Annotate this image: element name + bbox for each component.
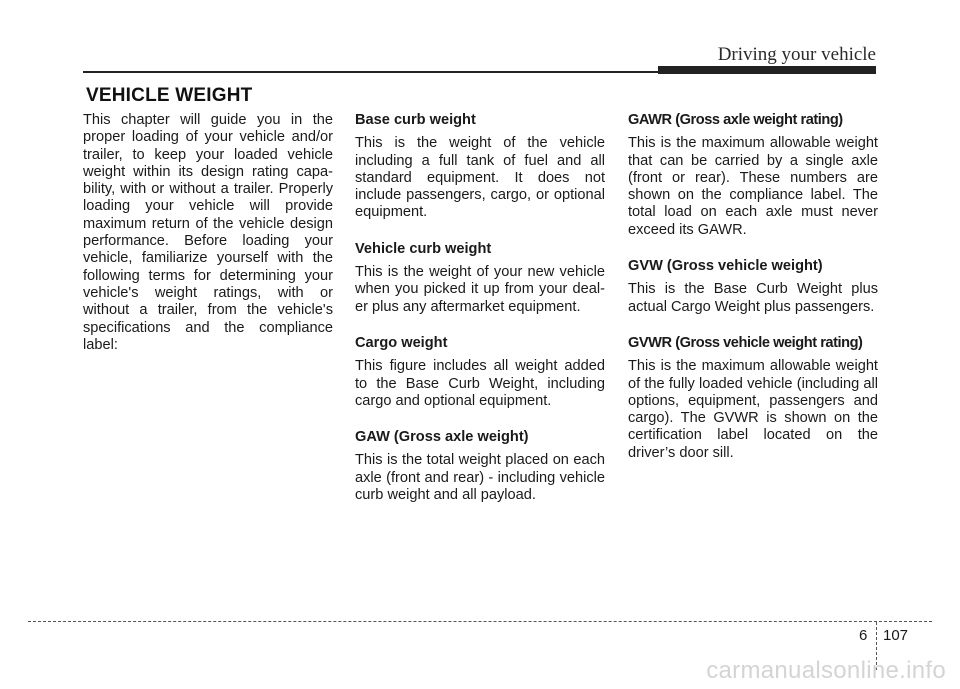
page-number: 107 <box>883 627 909 644</box>
chapter-number: 6 <box>859 627 868 644</box>
term-heading: Cargo weight <box>355 334 448 351</box>
watermark: carmanualsonline.info <box>706 657 946 684</box>
column-1 <box>83 112 333 354</box>
term-heading: GVW (Gross vehicle weight) <box>628 258 823 275</box>
term-text: This is the weight of your new vehicle when you picked it up from your dealer plus any aftermarket equipment. <box>355 264 605 315</box>
section-title: VEHICLE WEIGHT <box>86 85 253 106</box>
intro-paragraph: This chapter will guide you in the proper loading of your vehicle and/or trailer, to keep your loaded vehicle weight within its design rating capability, with or without a trailer. Properly loading your vehicle will provide maximum return of the vehicle design performance. Before loading your vehicle, familiarize yourself with the following terms for determining your vehicle's weight ratings, with or without a trailer, from the vehicle's specifications and the compliance label: <box>83 112 333 353</box>
column-2 <box>355 112 605 523</box>
term-gawr <box>628 112 878 239</box>
term-text: This is the Base Curb Weight plus actual Cargo Weight plus passengers. <box>628 281 878 315</box>
term-heading: GVWR (Gross vehicle weight rating) <box>628 334 863 351</box>
term-text: This is the total weight placed on each axle (front and rear) - including vehicle curb weight and all payload. <box>355 452 605 504</box>
header-rule-thick <box>658 66 876 74</box>
term-heading: GAWR (Gross axle weight rating) <box>628 112 843 128</box>
term-heading: GAW (Gross axle weight) <box>355 429 529 446</box>
header-rule <box>83 71 663 73</box>
term-cargo-weight <box>355 335 605 410</box>
term-text: This figure includes all weight added to the Base Curb Weight, including cargo and optional equipment. <box>355 358 605 409</box>
term-base-curb-weight <box>355 112 605 222</box>
term-text: This is the weight of the vehicle including a full tank of fuel and all standard equipment. It does not include passengers, cargo, or optional equipment. <box>355 135 605 221</box>
term-heading: Base curb weight <box>355 112 476 128</box>
term-gvw <box>628 258 878 316</box>
column-3 <box>628 112 878 481</box>
term-text: This is the maximum allowable weight that can be carried by a single axle (front or rear). These numbers are shown on the compliance label. The total load on each axle must never exceed its GAWR. <box>628 135 878 238</box>
term-gvwr <box>628 335 878 462</box>
footer-rule <box>28 621 932 622</box>
term-gaw <box>355 429 605 504</box>
term-heading: Vehicle curb weight <box>355 240 492 257</box>
term-text: This is the maximum allowable weight of the fully loaded vehicle (including all options, equipment, passengers and cargo). The GVWR is shown on the certification label located on the driver’s door sill. <box>628 358 878 461</box>
running-header: Driving your vehicle <box>717 44 876 65</box>
term-vehicle-curb-weight <box>355 241 605 316</box>
